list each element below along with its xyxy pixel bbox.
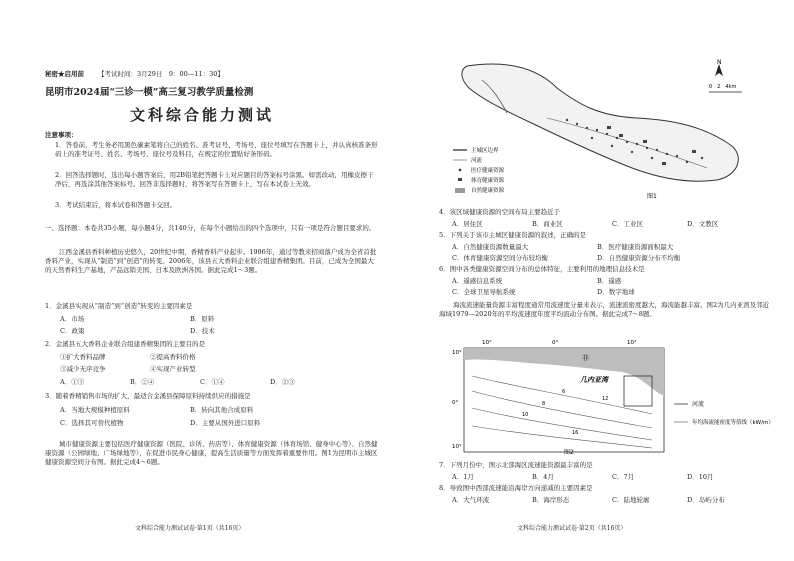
lat-label-1: 10° (452, 350, 462, 356)
q5-stem: 5．下列关于该市主城区健康资源的叙述，正确的是 (439, 231, 587, 239)
q4-option-a: A．居住区 (452, 220, 483, 228)
note-1: 1．答卷前，考生务必用黑色碳素笔将自己的姓名、准考证号、考场号、座位号填写在答题卡上，并认真核准条形码上的准考证号、姓名、考场号、座位号及科目，在规定的位置贴好条形码。 (55, 141, 378, 158)
contour-label-16: 16 (572, 430, 579, 436)
q1-option-c: C．政策 (60, 327, 85, 335)
legend-boundary: 主城区边界 (471, 148, 499, 154)
lon-label-3: 10° (627, 340, 637, 346)
q2-option-a: A．①③ (60, 378, 85, 386)
q1-option-b: B．原料 (190, 315, 215, 323)
bay-label: 几内亚湾 (580, 376, 608, 384)
north-arrow (715, 59, 723, 76)
note-2: 2．回答选择题时，选出每小题答案后，用2B铅笔把答题卡上对应题目的答案标号涂黑。如需改动，用橡皮擦干净后，再选涂其他答案标号。回答非选择题时，将答案写在答题卡上，写在本试卷上无效。 (55, 171, 374, 188)
legend-river: 河流 (471, 158, 483, 164)
notes-heading: 注意事项： (45, 131, 78, 139)
q8-option-c: C．陆地轮廓 (612, 496, 650, 504)
q7-option-a: A．1月 (452, 473, 474, 481)
q6-stem: 6．图中各类健康资源空间分布的总体特征，主要利用的地理信息技术是 (439, 265, 645, 273)
map1-legend (453, 146, 505, 194)
q7-stem: 7．下列月份中，图示北部海区流速能资源最丰富的是 (439, 461, 593, 469)
q2-item-1: ①扩大香料品牌 (60, 353, 106, 361)
q2-option-c: C．①④ (200, 378, 225, 386)
legend-sports: 体育健康资源 (471, 178, 505, 184)
q1-stem: 1．金溪县实现从“制造”到“创造”转变的主要因素是 (45, 302, 193, 310)
exam-time: 【考试时间：3月29日 9：00—11：30】 (98, 70, 224, 78)
exam-title: 昆明市2024届“三诊一模”高三复习教学质量检测 (45, 87, 254, 98)
lon-label-1: 10° (482, 340, 492, 346)
figure-2-map (452, 336, 782, 456)
lat-label-3: 10° (452, 444, 462, 450)
q2-item-4: ④实现产业转型 (150, 365, 196, 373)
q8-option-d: D．岛屿分布 (687, 496, 725, 504)
region-label: 非 (582, 354, 589, 362)
lon-label-2: 0° (552, 340, 559, 346)
north-label: N (717, 59, 722, 66)
figure-1-map (447, 58, 757, 203)
q8-option-b: B．海岸形态 (532, 496, 570, 504)
q6-option-a: A．遥感信息系统 (452, 277, 503, 285)
q5-option-c: C．体育健康资源空间分布较均衡 (452, 254, 548, 262)
subject-title: 文科综合能力测试 (130, 106, 275, 124)
q7-option-b: B．4月 (532, 473, 554, 481)
contour-label-12: 12 (602, 396, 609, 402)
q3-option-a: A．当地大规模种植原料 (60, 406, 130, 414)
q3-option-b: B．转向其他合成原料 (190, 406, 254, 414)
contour-label-8: 8 (542, 401, 546, 407)
q8-option-a: A．大气环流 (452, 496, 490, 504)
q4-option-b: B．商业区 (532, 220, 563, 228)
q4-stem: 4．该区域健康资源的空间布局主要趋近于 (439, 208, 561, 216)
q7-option-d: D．10月 (687, 473, 714, 481)
q3-option-c: C．选择其可替代植物 (60, 419, 124, 427)
passage-1: 江西金溪县香料种植历史悠久，20世纪中期，香精香料产业起步。1996年，通过等教来招商落户成为全省首批香料产业，实现从“制造”到“创造”的转变。2006年，该县五大香料企业联合组建香精集团。目前，已成为全国最大的天然香料生产基地，产品远销美国、日本及欧洲各国。据此完成1～3题。 (45, 248, 377, 274)
legend-medical: 医疗健康资源 (471, 168, 505, 174)
q1-option-a: A．市场 (60, 315, 85, 323)
q4-option-d: D．文教区 (687, 220, 719, 228)
secret-label: 秘密★启用前 (45, 70, 84, 78)
map2-legend (674, 400, 774, 426)
q2-item-2: ②提高香料价格 (150, 353, 196, 361)
legend-natural: 自然健康资源 (471, 188, 505, 194)
contour-label-6: 6 (562, 389, 566, 395)
q2-stem: 2．金溪县五大香料企业联合组建香精集团的主要目的是 (45, 340, 206, 348)
section-intro: 一、选择题：本卷共35小题，每小题4分，共140分，在每个小题给出的四个选项中，只有一项是符合题目要求的。 (45, 224, 376, 232)
q7-option-c: C．7月 (612, 473, 635, 481)
figure-1-caption: 图1 (647, 193, 657, 200)
contour-label-10: 10 (522, 412, 529, 418)
right-page (397, 0, 794, 561)
q6-option-c: C．全球卫星导航系统 (452, 288, 516, 296)
footer-right: 文科综合能力测试试卷·第2页（共16页） (517, 525, 627, 532)
q1-option-d: D．技术 (190, 327, 215, 335)
q2-option-b: B．②④ (130, 378, 155, 386)
figure-2-caption: 图2 (564, 449, 574, 456)
scale-label: 0 2 4km (709, 84, 737, 90)
q2-item-3: ③减少无序竞争 (60, 365, 106, 373)
lat-label-2: 0° (452, 400, 459, 406)
footer-left: 文科综合能力测试试卷·第1页（共16页） (135, 525, 245, 532)
q5-option-d: D．自然健康资源分布不均衡 (597, 254, 681, 262)
q4-option-c: C．工业区 (612, 220, 643, 228)
q6-option-d: D．数字地球 (597, 288, 635, 296)
q6-option-b: B．遥感 (597, 277, 622, 285)
q5-option-a: A．自然健康资源数量最大 (452, 243, 529, 251)
legend-contour: 年均海流能密度等值线（kW/m） (692, 420, 774, 426)
q3-stem: 3．随着香精销售市场的扩大，最适合金溪县保障原料持续供应的措施是 (45, 392, 251, 400)
passage-2: 城市健康资源主要包括医疗健康资源（医院、诊所、药店等）、体育健康资源（体育场馆、健身中心等）、自然健康资源（公园绿地、广场绿地等），在促进市民身心健康，提高生活质量等方面发挥着重要作用。图1为昆明市主城区健康资源空间分布图。据此完成4～6题。 (45, 440, 378, 466)
q5-option-b: B．医疗健康资源面积最大 (597, 243, 674, 251)
legend-river-2: 河流 (692, 401, 705, 408)
note-3: 3．考试结束后，将本试卷和答题卡交回。 (55, 201, 177, 209)
q8-stem: 8．导致图中西部流速能沿海岸方向递减的主要因素是 (439, 484, 593, 492)
q3-option-d: D．主要从国外进口原料 (190, 419, 261, 427)
main-city-boundary (462, 64, 738, 181)
q2-option-d: D．②③ (270, 378, 295, 386)
passage-3: 海流流速能量资源丰富程度通常用流速度分量来表示，流速流密度越大，海流能越丰富。图2为几内亚湾及邻近海域1979—2020年的平均流速度年度平均流动分布图。据此完成7～8题。 (439, 301, 770, 318)
